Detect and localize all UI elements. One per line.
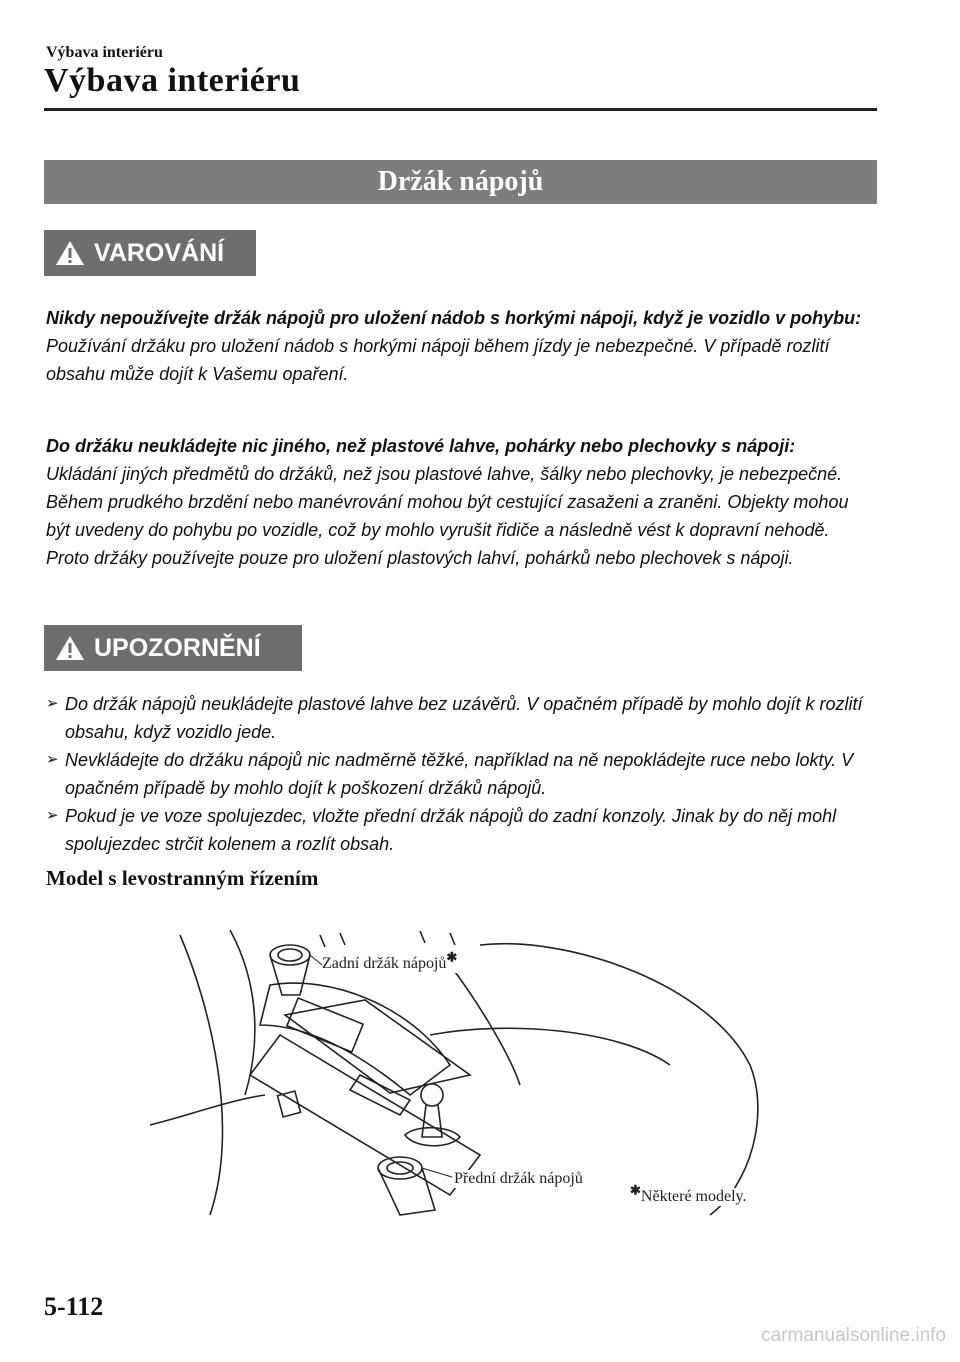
warning-label: VAROVÁNÍ xyxy=(94,238,225,267)
warning-triangle-icon xyxy=(54,239,86,267)
caution-badge xyxy=(44,625,302,671)
caution-list xyxy=(46,690,876,858)
list-item: ➢ Nevkládejte do držáku nápojů nic nadměrně těžké, například na ně nepokládejte ruce nebo lokty. V opačném případě by mohlo dojít k poškození držáků nápojů. xyxy=(46,746,876,802)
watermark: carmanualsonline.info xyxy=(761,1325,946,1346)
warning-badge xyxy=(44,230,256,276)
arrow-bullet-icon: ➢ xyxy=(46,695,59,712)
label-rear-cup-holder: Zadní držák nápojů✱ xyxy=(322,949,458,972)
caution-triangle-icon xyxy=(54,634,86,662)
warning-lead: Do držáku neukládejte nic jiného, než plastové lahve, pohárky nebo plechovky s nápoji: xyxy=(46,436,796,456)
running-title: Výbava interiéru xyxy=(46,44,163,61)
caution-label: UPOZORNĚNÍ xyxy=(94,633,261,662)
section-title: Držák nápojů xyxy=(44,160,877,204)
header-rule xyxy=(44,108,877,111)
list-item: ➢ Do držák nápojů neukládejte plastové lahve bez uzávěrů. V opačném případě by mohlo dojít k rozlití obsahu, když vozidlo jede. xyxy=(46,690,876,746)
warning-text: Ukládání jiných předmětů do držáků, než jsou plastové lahve, šálky nebo plechovky, je nebezpečné. Během prudkého brzdění nebo manévrování mohou být cestující zasaženi a zraněni. Objekty mohou být uvedeny do pohybu po vozidle, což by mohlo vyrušit řidiče a následně vést k dopravní nehodě. Proto držáky používejte pouze pro uložení plastových lahví, pohárků nebo plechovek s nápoji. xyxy=(46,464,849,568)
label-front-cup-holder: Přední držák nápojů xyxy=(454,1170,583,1187)
warning-text: Používání držáku pro uložení nádob s horkými nápoji během jízdy je nebezpečné. V případě rozlití obsahu může dojít k Vašemu opaření. xyxy=(46,336,830,384)
warning-item-1 xyxy=(46,304,876,388)
asterisk-icon: ✱ xyxy=(630,1182,641,1198)
model-heading: Model s levostranným řízením xyxy=(46,866,319,890)
asterisk-icon: ✱ xyxy=(446,949,458,965)
list-item: ➢ Pokud je ve voze spolujezdec, vložte přední držák nápojů do zadní konzoly. Jinak by do něj mohl spolujezdec strčit kolenem a rozlít obsah. xyxy=(46,802,876,858)
warning-lead: Nikdy nepoužívejte držák nápojů pro uložení nádob s horkými nápoji, když je vozidlo v pohybu: xyxy=(46,308,862,328)
chapter-title: Výbava interiéru xyxy=(44,62,301,99)
cup-holder-illustration xyxy=(150,925,790,1225)
arrow-bullet-icon: ➢ xyxy=(46,751,59,768)
arrow-bullet-icon: ➢ xyxy=(46,807,59,824)
warning-item-2 xyxy=(46,432,876,572)
page-number: 5-112 xyxy=(44,1292,104,1321)
footnote-some-models: ✱Některé modely. xyxy=(630,1182,747,1205)
